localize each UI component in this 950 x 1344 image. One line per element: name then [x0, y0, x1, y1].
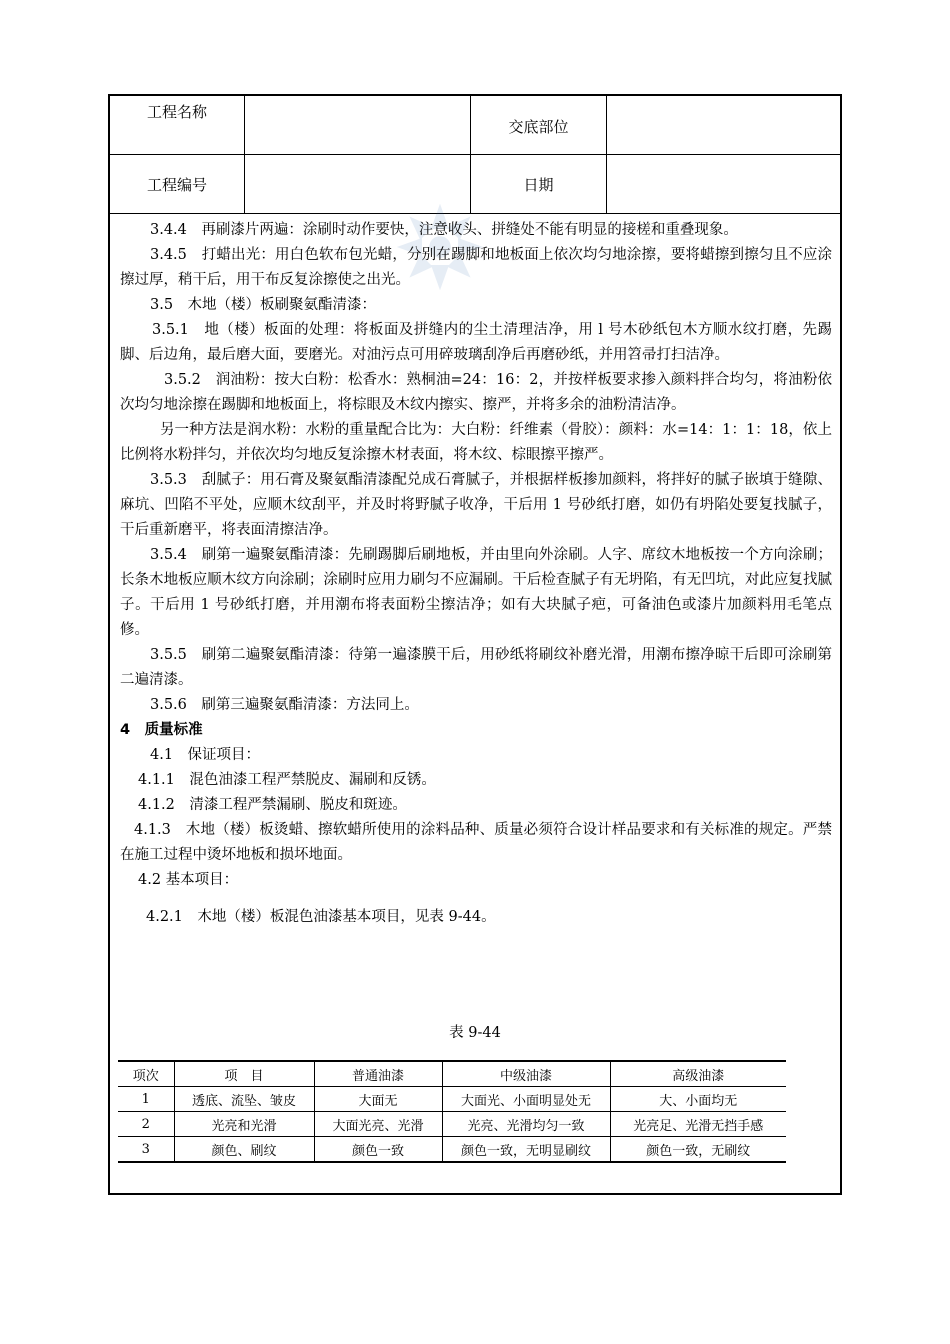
item-4-2: 4.2 基本项目：	[138, 872, 239, 888]
date-value	[607, 155, 840, 213]
item-4-2-1: 4.2.1 木地（楼）板混色油漆基本项目，见表 9-44。	[146, 909, 496, 925]
table-cell: 3	[118, 1137, 174, 1163]
paragraph-3-5-3: 3.5.3 刮腻子：用石膏及聚氨酯清漆配兑成石膏腻子，并根据样板掺加颜料，将拌好的腻子嵌填于缝隙、麻坑、凹陷不平处，应顺木纹刮平，并及时将野腻子收净，干后用 1 号砂纸打磨，如仍有坍陷处要复找腻子，干后重新磨平，将表面清擦洁净。	[120, 472, 832, 538]
project-number-label: 工程编号	[146, 175, 207, 194]
table-row	[118, 1087, 786, 1112]
table-header-cell: 中级油漆	[442, 1061, 610, 1087]
table-header-cell: 项 目	[174, 1061, 314, 1087]
paragraph-3-5-6: 3.5.6 刷第三遍聚氨酯清漆：方法同上。	[150, 697, 419, 713]
paragraph-3-4-4: 3.4.4 再刷漆片两遍：涂刷时动作要快，注意收头、拼缝处不能有明显的接槎和重叠现象。	[150, 222, 738, 238]
table-cell: 1	[118, 1087, 174, 1112]
item-4-1: 4.1 保证项目：	[150, 747, 261, 763]
table-row	[118, 1137, 786, 1163]
item-4-1-3: 4.1.3 木地（楼）板烫蜡、擦软蜡所使用的涂料品种、质量必须符合设计样品要求和有关标准的规定。严禁在施工过程中烫坏地板和损坏地面。	[120, 822, 832, 863]
table-header-cell: 项次	[118, 1061, 174, 1087]
paragraph-3-5-2: 3.5.2 润油粉：按大白粉：松香水：熟桐油=24：16：2，并按样板要求掺入颜料拌合均匀，将油粉依次均匀地涂擦在踢脚和地板面上，将棕眼及木纹内擦实、擦严，并将多余的油粉清洁净。	[120, 372, 832, 413]
item-4-1-1: 4.1.1 混色油漆工程严禁脱皮、漏刷和反锈。	[138, 772, 436, 788]
header-table	[110, 96, 840, 214]
table-cell: 颜色、刷纹	[174, 1137, 314, 1163]
table-caption: 表 9-44	[449, 1025, 501, 1041]
paragraph-3-5: 3.5 木地（楼）板刷聚氨酯清漆：	[150, 297, 377, 313]
body-text	[120, 218, 832, 930]
table-header-cell: 普通油漆	[314, 1061, 442, 1087]
table-cell: 颜色一致	[314, 1137, 442, 1163]
paragraph-3-5-5: 3.5.5 刷第二遍聚氨酯清漆：待第一遍漆膜干后，用砂纸将刷纹补磨光滑，用潮布擦净晾干后即可涂刷第二遍清漆。	[120, 647, 832, 688]
section-4-heading: 4 质量标准	[120, 722, 203, 738]
quality-table	[118, 1060, 786, 1163]
table-header-cell: 高级油漆	[610, 1061, 786, 1087]
paragraph-3-5-1: 3.5.1 地（楼）板面的处理：将板面及拼缝内的尘土清理洁净，用 l 号木砂纸包木方顺水纹打磨，先踢脚、后边角，最后磨大面，要磨光。对油污点可用碎玻璃刮净后再磨砂纸，并用笤帚打扫洁净。	[120, 322, 832, 363]
table-row	[118, 1112, 786, 1137]
table-cell: 大面光亮、光滑	[314, 1112, 442, 1137]
date-label: 日期	[523, 175, 554, 194]
table-header-row	[118, 1061, 786, 1087]
table-cell: 大面光、小面明显处无	[442, 1087, 610, 1112]
item-4-1-2: 4.1.2 清漆工程严禁漏刷、脱皮和斑迹。	[138, 797, 407, 813]
table-cell: 大面无	[314, 1087, 442, 1112]
table-cell: 颜色一致，无明显刷纹	[442, 1137, 610, 1163]
handover-part-value	[607, 96, 840, 154]
table-cell: 2	[118, 1112, 174, 1137]
table-cell: 光亮足、光滑无挡手感	[610, 1112, 786, 1137]
table-cell: 透底、流坠、皱皮	[174, 1087, 314, 1112]
paragraph-3-5-4: 3.5.4 刷第一遍聚氨酯清漆：先刷踢脚后刷地板，并由里向外涂刷。人字、席纹木地板按一个方向涂刷；长条木地板应顺木纹方向涂刷；涂刷时应用力刷匀不应漏刷。干后检查腻子有无坍陷，有无凹坑，对此应复找腻子。干后用 1 号砂纸打磨，并用潮布将表面粉尘擦洁净；如有大块腻子疤，可备油色或漆片加颜料用毛笔点修。	[120, 547, 832, 638]
paragraph-3-4-5: 3.4.5 打蜡出光：用白色软布包光蜡，分别在踢脚和地板面上依次均匀地涂擦，要将蜡擦到擦匀且不应涂擦过厚，稍干后，用干布反复涂擦使之出光。	[120, 247, 832, 288]
table-cell: 光亮和光滑	[174, 1112, 314, 1137]
table-cell: 大、小面均无	[610, 1087, 786, 1112]
document-frame	[108, 94, 842, 1195]
table-cell: 光亮、光滑均匀一致	[442, 1112, 610, 1137]
paragraph-water-powder: 另一种方法是润水粉：水粉的重量配合比为：大白粉：纤维素（骨胶）：颜料：水=14：1：1：18，依上比例将水粉拌匀，并依次均匀地反复涂擦木材表面，将木纹、棕眼擦平擦严。	[120, 422, 832, 463]
project-name-label: 工程名称	[146, 102, 207, 121]
project-name-value	[245, 96, 470, 154]
table-cell: 颜色一致，无刷纹	[610, 1137, 786, 1163]
handover-part-label: 交底部位	[508, 117, 569, 136]
